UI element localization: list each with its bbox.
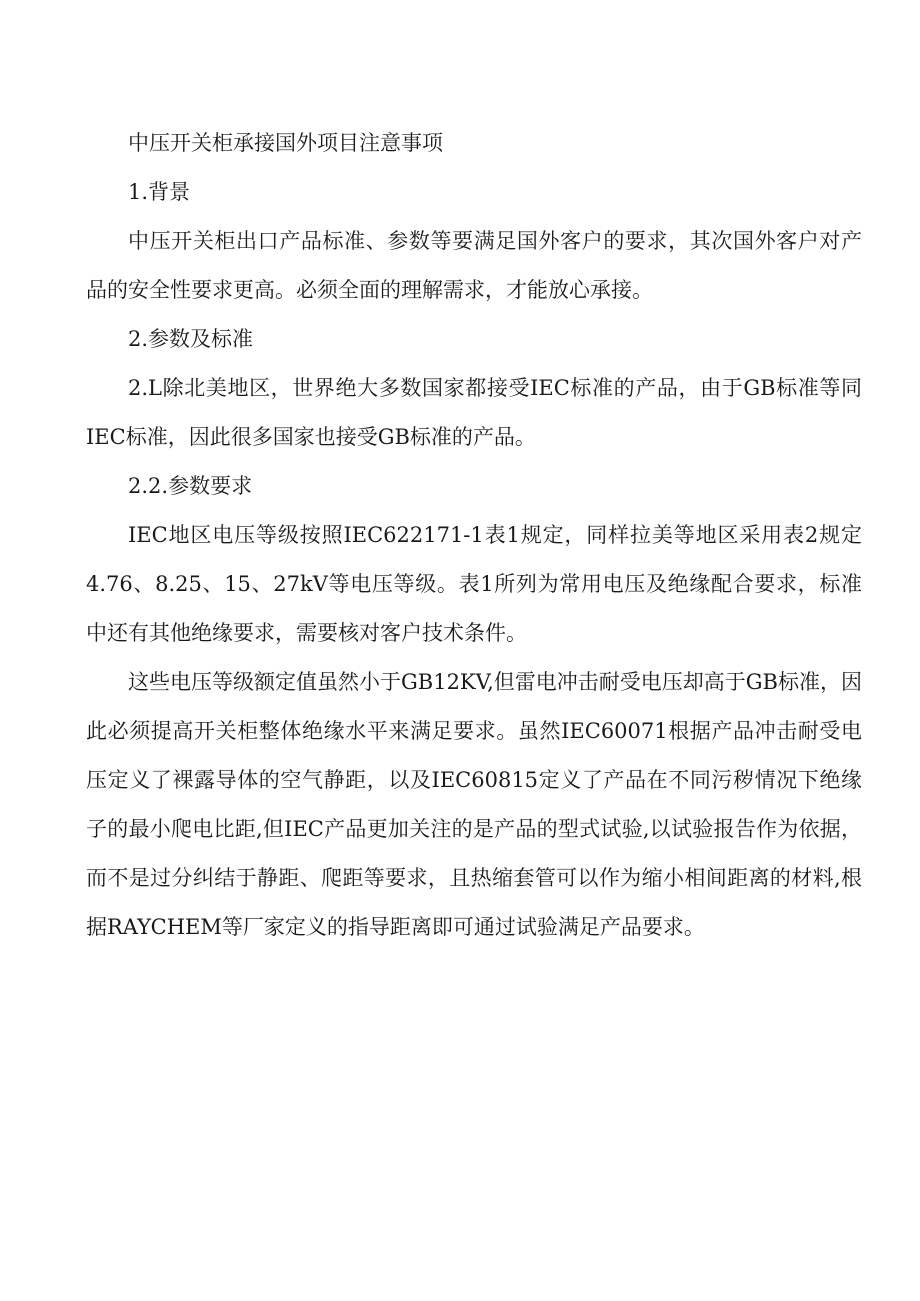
paragraph-standards: 2.L除北美地区，世界绝大多数国家都接受IEC标准的产品，由于GB标准等同IEC标准，因此很多国家也接受GB标准的产品。 — [86, 376, 862, 449]
paragraph-voltage-levels: IEC地区电压等级按照IEC622171-1表1规定，同样拉美等地区采用表2规定4.76、8.25、15、27kV等电压等级。表1所列为常用电压及绝缘配合要求，标准中还有其他绝缘要求，需要核对客户技术条件。 — [86, 523, 862, 645]
document-body — [86, 119, 862, 952]
document-title: 中压开关柜承接国外项目注意事项 — [128, 131, 443, 155]
paragraph-insulation: 这些电压等级额定值虽然小于GB12KV,但雷电冲击耐受电压却高于GB标准，因此必须提高开关柜整体绝缘水平来满足要求。虽然IEC60071根据产品冲击耐受电压定义了裸露导体的空气静距，以及IEC60815定义了产品在不同污秽情况下绝缘子的最小爬电比距,但IEC产品更加关注的是产品的型式试验,以试验报告作为依据，而不是过分纠结于静距、爬距等要求，且热缩套管可以作为缩小相间距离的材料,根据RAYCHEM等厂家定义的指导距离即可通过试验满足产品要求。 — [86, 670, 862, 939]
section-heading-parameter-requirements: 2.2.参数要求 — [128, 474, 253, 498]
section-heading-parameters-standards: 2.参数及标准 — [128, 327, 254, 351]
paragraph-background: 中压开关柜出口产品标准、参数等要满足国外客户的要求，其次国外客户对产品的安全性要求更高。必须全面的理解需求，才能放心承接。 — [86, 229, 862, 302]
section-heading-background: 1.背景 — [128, 180, 191, 204]
